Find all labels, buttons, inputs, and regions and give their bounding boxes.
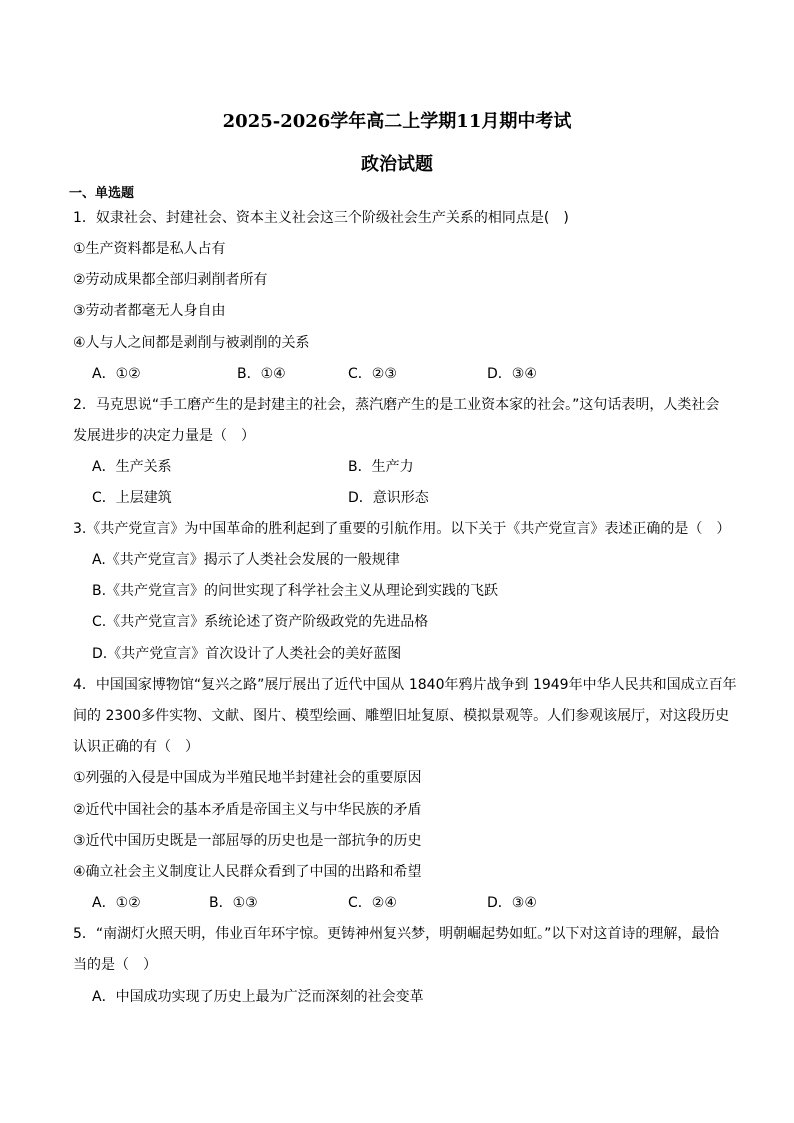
question-1-option-a: A．①②	[92, 366, 141, 382]
question-2-stem-line-1: 2．马克思说“手工磨产生的是封建主的社会，蒸汽磨产生的是工业资本家的社会。”这句话表明，人类社会	[73, 397, 720, 413]
question-1-item-3: ③劳动者都毫无人身自由	[73, 303, 226, 319]
question-5-stem-line-1: 5．“南湖灯火照天明，伟业百年环宇惊。更铸神州复兴梦，明朝崛起势如虹。”以下对这首诗的理解，最恰	[73, 926, 720, 942]
question-2-stem-line-2: 发展进步的决定力量是（ ）	[73, 428, 255, 444]
question-1-option-b: B．①④	[237, 366, 286, 382]
question-3-option-d: D.《共产党宣言》首次设计了人类社会的美好蓝图	[92, 646, 402, 662]
question-1-item-4: ④人与人之间都是剥削与被剥削的关系	[73, 335, 310, 351]
question-1-item-2: ②劳动成果都全部归剥削者所有	[73, 272, 268, 288]
question-4-option-c: C．②④	[348, 895, 397, 911]
question-4-item-2: ②近代中国社会的基本矛盾是帝国主义与中华民族的矛盾	[73, 802, 422, 818]
question-4-stem-line-2: 间的 2300多件实物、文献、图片、模型绘画、雕塑旧址复原、模拟景观等。人们参观该展厅，对这段历史	[73, 708, 730, 724]
question-3-option-b: B.《共产党宣言》的问世实现了科学社会主义从理论到实践的飞跃	[92, 583, 499, 599]
question-5-stem-line-2: 当的是（ ）	[73, 957, 157, 973]
question-1-option-d: D．③④	[487, 366, 537, 382]
question-2-option-a: A．生产关系	[92, 459, 172, 475]
question-4-option-a: A．①②	[92, 895, 141, 911]
section-heading: 一、单选题	[69, 186, 135, 201]
question-5-option-a: A．中国成功实现了历史上最为广泛而深刻的社会变革	[92, 989, 424, 1005]
exam-title: 2025-2026学年高二上学期11月期中考试	[222, 111, 572, 132]
question-3-option-c: C.《共产党宣言》系统论述了资产阶级政党的先进品格	[92, 614, 429, 630]
exam-subtitle: 政治试题	[361, 154, 433, 175]
question-4-item-4: ④确立社会主义制度让人民群众看到了中国的出路和希望	[73, 864, 422, 880]
question-1-item-1: ①生产资料都是私人占有	[73, 241, 226, 257]
question-4-item-1: ①列强的入侵是中国成为半殖民地半封建社会的重要原因	[73, 770, 422, 786]
question-4-item-3: ③近代中国历史既是一部屈辱的历史也是一部抗争的历史	[73, 833, 422, 849]
question-4-stem-line-1: 4．中国国家博物馆“复兴之路”展厅展出了近代中国从 1840年鸦片战争到 1949年中华人民共和国成立百年	[73, 677, 737, 693]
question-2-option-b: B．生产力	[348, 459, 414, 475]
question-1-option-c: C．②③	[348, 366, 397, 382]
question-4-option-d: D．③④	[487, 895, 537, 911]
question-3-option-a: A.《共产党宣言》揭示了人类社会发展的一般规律	[92, 552, 400, 568]
question-1-stem: 1．奴隶社会、封建社会、资本主义社会这三个阶级社会生产关系的相同点是( )	[73, 210, 569, 226]
question-2-option-d: D．意识形态	[348, 490, 429, 506]
question-2-option-c: C．上层建筑	[92, 490, 172, 506]
question-4-stem-line-3: 认识正确的有（ ）	[73, 739, 199, 755]
question-3-stem: 3.《共产党宣言》为中国革命的胜利起到了重要的引航作用。以下关于《共产党宣言》表述正确的是（ ）	[73, 521, 731, 537]
question-4-option-b: B．①③	[209, 895, 258, 911]
